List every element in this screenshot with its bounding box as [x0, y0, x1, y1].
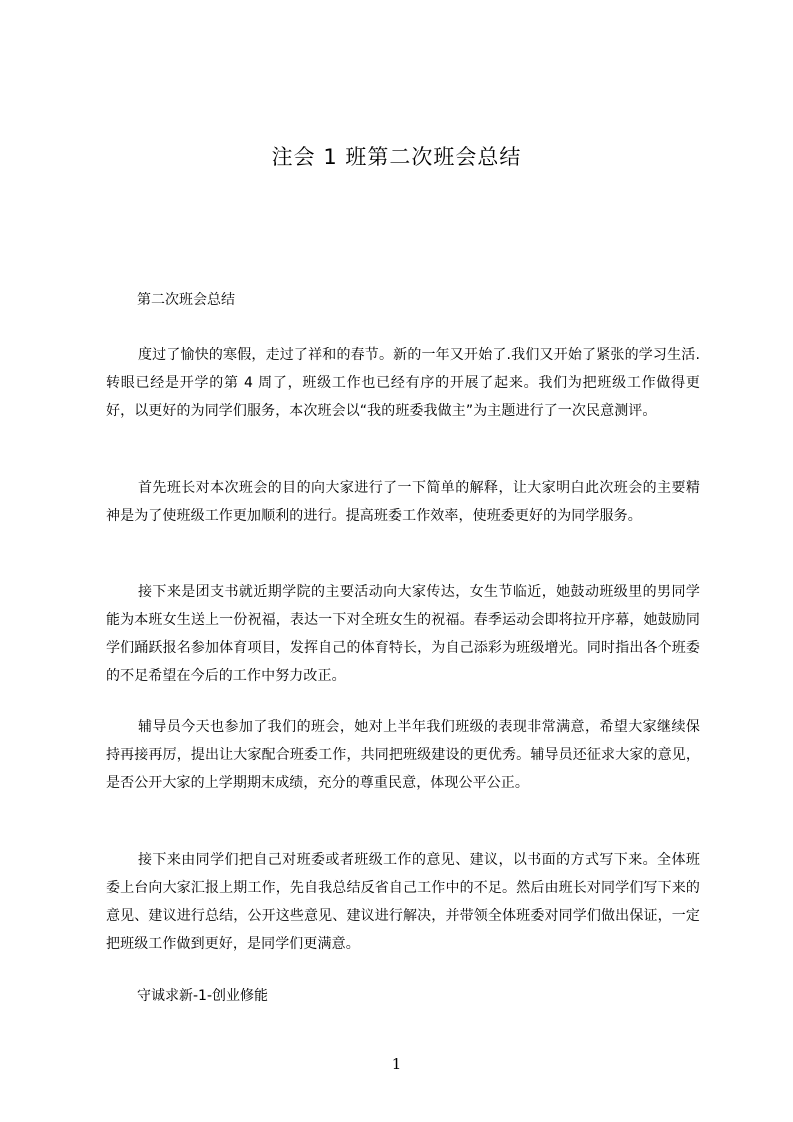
paragraph-2: 首先班长对本次班会的目的向大家进行了一下简单的解释，让大家明白此次班会的主要精神是为了使班级工作更加顺利的进行。提高班委工作效率，使班委更好的为同学服务。	[106, 480, 700, 524]
document-title: 注会 1 班第二次班会总结	[271, 145, 522, 169]
paragraph-4: 辅导员今天也参加了我们的班会，她对上半年我们班级的表现非常满意，希望大家继续保持再接再厉，提出让大家配合班委工作，共同把班级建设的更优秀。辅导员还征求大家的意见，是否公开大家的上学期期末成绩，充分的尊重民意，体现公平公正。	[106, 719, 700, 791]
paragraph-5: 接下来由同学们把自己对班委或者班级工作的意见、建议，以书面的方式写下来。全体班委上台向大家汇报上期工作，先自我总结反省自己工作中的不足。然后由班长对同学们写下来的意见、建议进行总结，公开这些意见、建议进行解决，并带领全体班委对同学们做出保证，一定把班级工作做到更好，是同学们更满意。	[106, 852, 700, 952]
paragraph-3: 接下来是团支书就近期学院的主要活动向大家传达，女生节临近，她鼓动班级里的男同学能为本班女生送上一份祝福，表达一下对全班女生的祝福。春季运动会即将拉开序幕，她鼓励同学们踊跃报名参加体育项目，发挥自己的体育特长，为自己添彩为班级增光。同时指出各个班委的不足希望在今后的工作中努力改正。	[106, 584, 700, 684]
closing-line: 守诚求新-1-创业修能	[137, 988, 269, 1004]
page-number: 1	[391, 1055, 402, 1073]
section-heading: 第二次班会总结	[137, 292, 235, 308]
paragraph-1: 度过了愉快的寒假，走过了祥和的春节。新的一年又开始了.我们又开始了紧张的学习生活.转眼已经是开学的第 4 周了，班级工作也已经有序的开展了起来。我们为把班级工作做得更好，以更好的为同学们服务，本次班会以“我的班委我做主”为主题进行了一次民意测评。	[106, 347, 700, 419]
